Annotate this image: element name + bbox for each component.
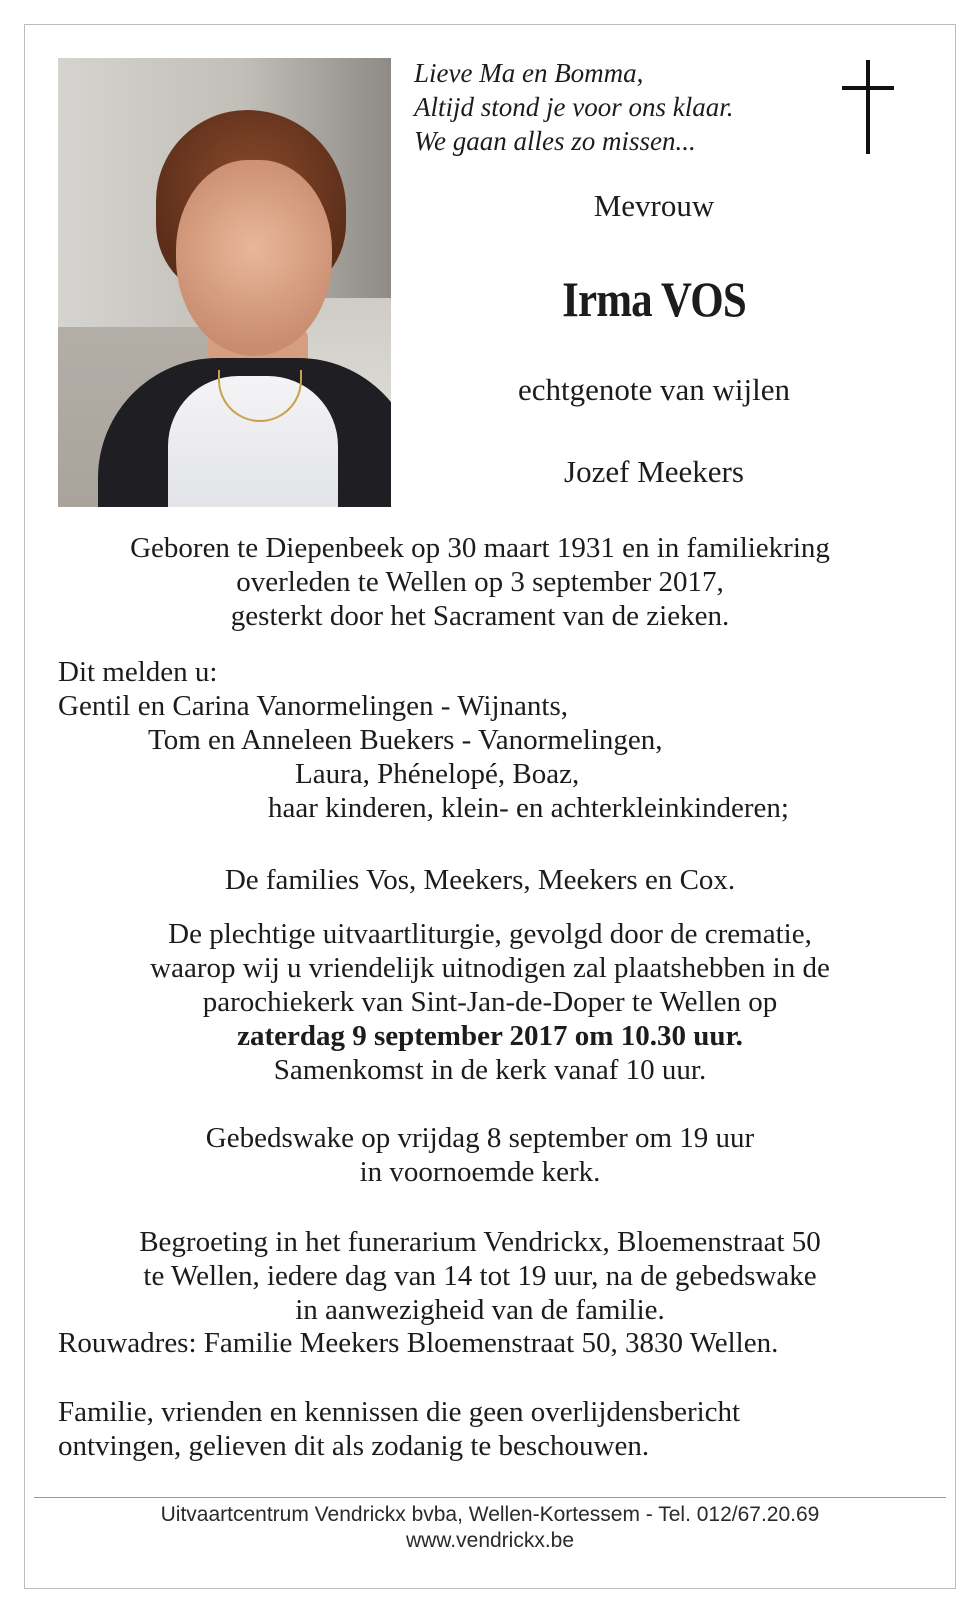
spouse-name: Jozef Meekers <box>564 454 744 489</box>
announce-line: Tom en Anneleen Buekers - Vanormelingen, <box>148 724 663 756</box>
text-line: Gebedswake op vrijdag 8 september om 19 uur <box>205 1122 755 1154</box>
gathering-text: Samenkomst in de kerk vanaf 10 uur. <box>273 1054 707 1086</box>
spouse-label: echtgenote van wijlen <box>517 372 790 407</box>
portrait-photo <box>58 58 391 507</box>
announce-intro: Dit melden u: <box>58 656 218 688</box>
text-line: parochiekerk van Sint-Jan-de-Doper te Wellen op <box>202 986 778 1018</box>
honorific: Mevrouw <box>593 188 715 223</box>
text-line: waarop wij u vriendelijk uitnodigen zal plaatshebben in de <box>150 952 830 984</box>
verse-line: We gaan alles zo missen... <box>414 126 696 156</box>
text-line: ontvingen, gelieven dit als zodanig te beschouwen. <box>58 1430 650 1462</box>
verse-line: Altijd stond je voor ons klaar. <box>414 92 734 122</box>
verse <box>414 56 814 158</box>
footer <box>30 1502 950 1554</box>
greeting-info <box>30 1225 930 1327</box>
deceased-name: Irma VOS <box>562 271 746 327</box>
text-line: Geboren te Diepenbeek op 30 maart 1931 en in familiekring <box>130 532 830 564</box>
text-line: Begroeting in het funerarium Vendrickx, Bloemenstraat 50 <box>139 1226 821 1258</box>
announce-line: Gentil en Carina Vanormelingen - Wijnants, <box>58 690 568 722</box>
announcement <box>58 655 918 825</box>
funeral-date: zaterdag 9 september 2017 om 10.30 uur. <box>237 1020 743 1052</box>
mourning-address: Rouwadres: Familie Meekers Bloemenstraat 50, 3830 Wellen. <box>58 1327 779 1359</box>
announce-line: Laura, Phénelopé, Boaz, <box>295 758 580 790</box>
families: De families Vos, Meekers, Meekers en Cox. <box>224 864 736 896</box>
birth-death-text <box>30 531 930 633</box>
text-line: gesterkt door het Sacrament van de zieken. <box>230 600 730 632</box>
text-line: Familie, vrienden en kennissen die geen overlijdensbericht <box>58 1396 741 1428</box>
text-line: overleden te Wellen op 3 september 2017, <box>236 566 724 598</box>
notice <box>58 1395 938 1463</box>
footer-divider <box>34 1497 946 1498</box>
text-line: in aanwezigheid van de familie. <box>295 1294 665 1326</box>
text-line: De plechtige uitvaartliturgie, gevolgd door de crematie, <box>168 918 812 950</box>
text-line: te Wellen, iedere dag van 14 tot 19 uur, na de gebedswake <box>143 1260 817 1292</box>
vigil-info <box>30 1121 930 1189</box>
funeral-info <box>30 917 950 1087</box>
verse-line: Lieve Ma en Bomma, <box>414 58 644 88</box>
footer-website[interactable]: www.vendrickx.be <box>405 1529 575 1552</box>
announce-line: haar kinderen, klein- en achterkleinkinderen; <box>268 792 789 824</box>
text-line: in voornoemde kerk. <box>359 1156 601 1188</box>
footer-company: Uitvaartcentrum Vendrickx bvba, Wellen-Kortessem - Tel. 012/67.20.69 <box>160 1503 820 1526</box>
